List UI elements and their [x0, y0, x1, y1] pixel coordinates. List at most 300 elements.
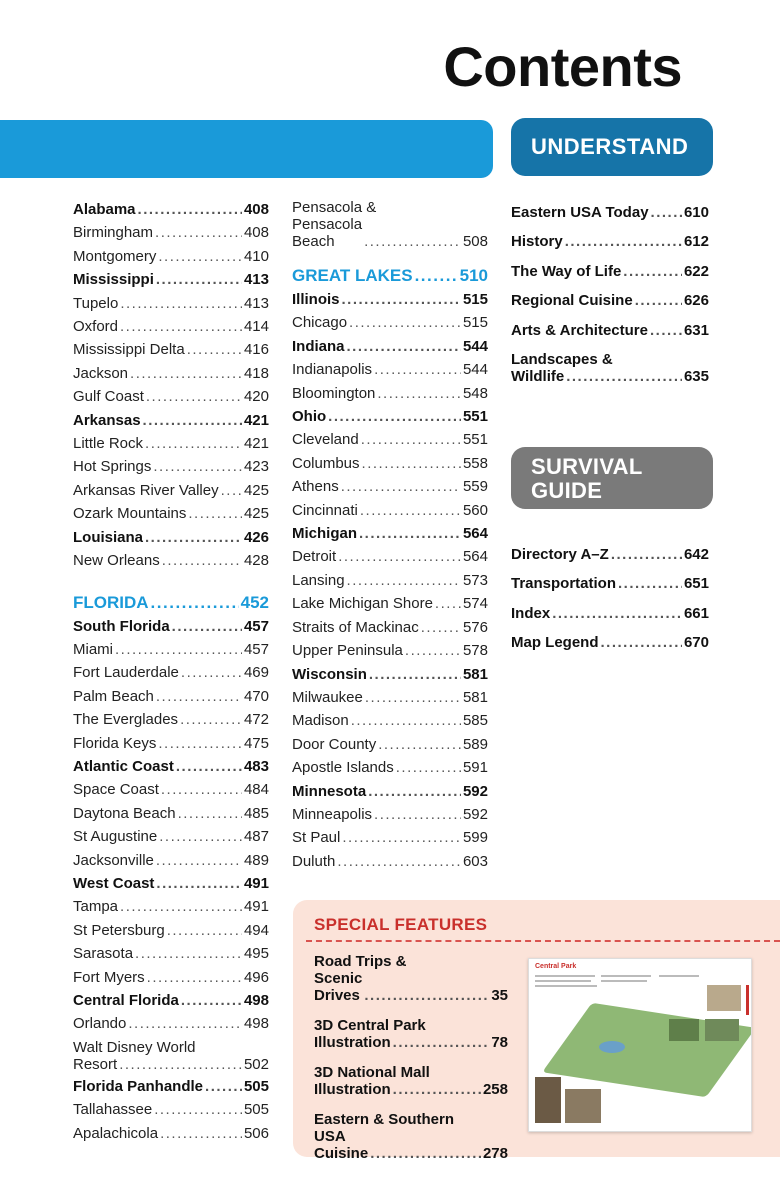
leader-dots — [362, 452, 461, 475]
toc-entry-montgomery[interactable] — [73, 245, 269, 268]
toc-entry-florida-panhandle[interactable] — [73, 1075, 269, 1098]
toc-entry-line-2 — [314, 1128, 508, 1162]
toc-entry-new-orleans[interactable] — [73, 549, 269, 572]
toc-entry-name: GREAT LAKES — [292, 266, 413, 285]
toc-entry-illinois[interactable] — [292, 288, 488, 311]
leader-dots — [650, 316, 682, 345]
toc-entry-madison[interactable] — [292, 709, 488, 732]
toc-entry-regional-cuisine[interactable] — [511, 286, 709, 315]
toc-entry-arkansas[interactable] — [73, 409, 269, 432]
toc-entry-mississippi[interactable] — [73, 268, 269, 291]
thumb-text-line — [601, 975, 651, 977]
toc-entry-name: Atlantic Coast — [73, 757, 174, 775]
survival-heading-line-1: SURVIVAL — [531, 454, 643, 479]
leader-dots — [369, 663, 461, 686]
leader-dots — [347, 335, 461, 358]
leader-dots — [158, 732, 242, 755]
header-color-bar — [0, 120, 493, 178]
toc-entry-daytona-beach[interactable] — [73, 802, 269, 825]
toc-page-number: 612 — [683, 233, 709, 251]
leader-dots — [120, 315, 242, 338]
toc-page-number: 475 — [243, 734, 269, 752]
toc-page-number: 483 — [243, 757, 269, 775]
toc-page-number: 560 — [462, 501, 488, 519]
toc-entry-fort-lauderdale[interactable] — [73, 661, 269, 684]
thumb-photo — [565, 1089, 601, 1123]
section-heading-florida[interactable] — [73, 591, 269, 615]
toc-page-number: 491 — [243, 874, 269, 892]
toc-page-number: 585 — [462, 712, 488, 730]
toc-page-number: 418 — [243, 364, 269, 382]
toc-entry-name: South Florida — [73, 617, 170, 635]
toc-entry-landscapes-wildlife[interactable] — [511, 351, 709, 385]
leader-dots — [128, 1012, 242, 1035]
toc-entry-name: Illinois — [292, 291, 340, 308]
toc-entry-gulf-coast[interactable] — [73, 385, 269, 408]
toc-entry-name: St Paul — [292, 829, 341, 847]
toc-page-number: 592 — [462, 782, 488, 800]
toc-entry-alabama[interactable] — [73, 198, 269, 221]
toc-entry-michigan[interactable] — [292, 522, 488, 545]
toc-entry-name: Upper Peninsula — [292, 642, 403, 660]
toc-entry-3d-central-park-illustration[interactable] — [314, 1017, 508, 1051]
toc-entry-name: Cincinnati — [292, 501, 358, 519]
leader-dots — [361, 428, 461, 451]
leader-dots — [188, 502, 242, 525]
leader-dots — [342, 288, 461, 311]
toc-entry-name: Fort Myers — [73, 968, 145, 986]
toc-entry-indianapolis[interactable] — [292, 358, 488, 381]
toc-entry-name: Chicago — [292, 314, 348, 332]
toc-page-number: 599 — [462, 829, 488, 847]
leader-dots — [167, 919, 242, 942]
leader-dots — [138, 198, 242, 221]
thumb-red-tab — [746, 985, 749, 1015]
leader-dots — [651, 198, 682, 227]
toc-page-number: 506 — [243, 1124, 269, 1142]
toc-entry-name: Mississippi Delta — [73, 341, 185, 359]
toc-entry-name: Tampa — [73, 898, 119, 916]
toc-entry-name: The Way of Life — [511, 262, 622, 280]
toc-page-number: 491 — [243, 898, 269, 916]
toc-entry-name: Hot Springs — [73, 458, 152, 476]
toc-page-number: 574 — [462, 595, 488, 613]
toc-entry-name: Fort Lauderdale — [73, 664, 179, 682]
toc-entry-oxford[interactable] — [73, 315, 269, 338]
toc-entry-name: Birmingham — [73, 224, 154, 242]
toc-entry-tupelo[interactable] — [73, 292, 269, 315]
leader-dots — [143, 409, 242, 432]
toc-page-number: 496 — [243, 968, 269, 986]
leader-dots — [341, 475, 461, 498]
toc-entry-tampa[interactable] — [73, 895, 269, 918]
thumb-text-line — [535, 980, 591, 982]
leader-dots — [158, 245, 242, 268]
leader-dots — [364, 233, 461, 250]
toc-entry-eastern-southern-usa-cuisine[interactable] — [314, 1111, 508, 1162]
toc-entry-apostle-islands[interactable] — [292, 756, 488, 779]
contents-column-1 — [73, 198, 269, 1145]
toc-entry-eastern-usa-today[interactable] — [511, 198, 709, 227]
thumb-photo — [535, 1077, 561, 1123]
toc-page-number: 515 — [462, 291, 488, 308]
understand-list — [511, 198, 709, 385]
toc-entry-duluth[interactable] — [292, 850, 488, 873]
leader-dots — [435, 592, 461, 615]
leader-dots — [130, 362, 242, 385]
toc-entry-upper-peninsula[interactable] — [292, 639, 488, 662]
toc-entry-the-way-of-life[interactable] — [511, 257, 709, 286]
leader-dots — [145, 526, 242, 549]
survival-guide-list — [511, 540, 709, 658]
toc-entry-name: Straits of Mackinac — [292, 618, 419, 636]
toc-entry-ohio[interactable] — [292, 405, 488, 428]
leader-dots — [377, 382, 461, 405]
toc-entry-name: Jackson — [73, 364, 129, 382]
toc-entry-athens[interactable] — [292, 475, 488, 498]
toc-entry-name: Gulf Coast — [73, 388, 144, 406]
toc-entry-st-petersburg[interactable] — [73, 919, 269, 942]
survival-guide-heading — [511, 447, 713, 509]
leader-dots — [147, 966, 242, 989]
toc-entry-name: Palm Beach — [73, 687, 154, 705]
thumb-text-line — [601, 980, 647, 982]
leader-dots — [156, 849, 242, 872]
leader-dots — [349, 311, 461, 334]
toc-entry-name: The Everglades — [73, 711, 179, 729]
toc-entry-arkansas-river-valley[interactable] — [73, 479, 269, 502]
toc-entry-florida-keys[interactable] — [73, 732, 269, 755]
toc-entry-mississippi-delta[interactable] — [73, 338, 269, 361]
toc-entry-space-coast[interactable] — [73, 778, 269, 801]
leader-dots — [154, 1098, 242, 1121]
leader-dots — [365, 686, 461, 709]
leader-dots — [623, 257, 682, 286]
toc-entry-name-continued: Scenic Drives — [314, 970, 363, 1004]
toc-entry-pensacola-pensacola-beach[interactable] — [292, 199, 488, 250]
special-features-divider — [306, 940, 780, 942]
toc-entry-name-continued: Resort — [73, 1055, 118, 1073]
toc-entry-indiana[interactable] — [292, 335, 488, 358]
toc-entry-name: Directory A–Z — [511, 546, 609, 563]
leader-dots — [145, 432, 242, 455]
toc-page-number: 498 — [243, 1015, 269, 1033]
toc-entry-name: Apalachicola — [73, 1124, 159, 1142]
toc-page-number: 510 — [459, 266, 488, 285]
toc-entry-directory-a-z[interactable] — [511, 540, 709, 569]
toc-entry-louisiana[interactable] — [73, 526, 269, 549]
page-title: Contents — [443, 35, 682, 98]
toc-entry-name: Lake Michigan Shore — [292, 595, 433, 613]
toc-page-number: 457 — [243, 640, 269, 658]
leader-dots — [635, 286, 682, 315]
toc-entry-name: Indianapolis — [292, 361, 373, 379]
toc-entry-name: Pensacola & — [292, 199, 377, 216]
leader-dots — [396, 756, 461, 779]
toc-entry-orlando[interactable] — [73, 1012, 269, 1035]
toc-entry-name: Ozark Mountains — [73, 505, 187, 523]
toc-entry-road-trips-scenic-drives[interactable] — [314, 953, 508, 1004]
toc-entry-jackson[interactable] — [73, 362, 269, 385]
toc-entry-milwaukee[interactable] — [292, 686, 488, 709]
toc-entry-name-continued: Pensacola Beach — [292, 216, 363, 250]
toc-entry-bloomington[interactable] — [292, 382, 488, 405]
toc-entry-index[interactable] — [511, 599, 709, 628]
toc-entry-line-2 — [314, 970, 508, 1004]
toc-page-number: 558 — [462, 454, 488, 472]
thumb-text-line — [659, 975, 699, 977]
toc-page-number: 502 — [243, 1055, 269, 1073]
toc-entry-st-paul[interactable] — [292, 826, 488, 849]
toc-page-number: 592 — [462, 805, 488, 823]
toc-page-number: 278 — [482, 1145, 508, 1162]
toc-entry-name: Arkansas River Valley — [73, 481, 219, 499]
leader-dots — [351, 709, 461, 732]
toc-entry-the-everglades[interactable] — [73, 708, 269, 731]
toc-entry-name: Ohio — [292, 408, 327, 426]
leader-dots — [120, 895, 242, 918]
toc-page-number: 428 — [243, 552, 269, 570]
toc-entry-name: Eastern & Southern — [314, 1111, 455, 1128]
toc-entry-apalachicola[interactable] — [73, 1122, 269, 1145]
thumb-photo — [707, 985, 741, 1011]
leader-dots — [151, 591, 239, 615]
thumbnail-title: Central Park — [535, 963, 577, 970]
toc-page-number: 551 — [462, 431, 488, 449]
toc-page-number: 635 — [683, 368, 709, 386]
toc-entry-arts-architecture[interactable] — [511, 316, 709, 345]
toc-entry-atlantic-coast[interactable] — [73, 755, 269, 778]
special-features-title: SPECIAL FEATURES — [314, 915, 488, 934]
toc-page-number: 578 — [462, 642, 488, 660]
toc-entry-straits-of-mackinac[interactable] — [292, 616, 488, 639]
toc-entry-name: Little Rock — [73, 435, 144, 453]
park-illustration — [542, 1003, 752, 1097]
toc-page-number: 495 — [243, 945, 269, 963]
toc-page-number: 470 — [243, 687, 269, 705]
toc-entry-name: Madison — [292, 712, 349, 730]
toc-entry-name: Regional Cuisine — [511, 292, 633, 310]
toc-page-number: 544 — [462, 361, 488, 379]
toc-entry-sarasota[interactable] — [73, 942, 269, 965]
toc-entry-history[interactable] — [511, 227, 709, 256]
toc-entry-door-county[interactable] — [292, 733, 488, 756]
toc-entry-jacksonville[interactable] — [73, 849, 269, 872]
toc-entry-columbus[interactable] — [292, 452, 488, 475]
toc-entry-name: Orlando — [73, 1015, 127, 1033]
leader-dots — [187, 338, 242, 361]
leader-dots — [368, 780, 461, 803]
toc-entry-name: Miami — [73, 640, 113, 658]
toc-entry-cincinnati[interactable] — [292, 499, 488, 522]
toc-page-number: 564 — [462, 525, 488, 543]
toc-entry-line-2 — [314, 1081, 508, 1098]
leader-dots — [618, 569, 682, 598]
toc-page-number: 589 — [462, 735, 488, 753]
toc-entry-name: 3D Central Park — [314, 1017, 426, 1034]
toc-page-number: 544 — [462, 337, 488, 355]
leader-dots — [360, 499, 461, 522]
toc-entry-name: Montgomery — [73, 247, 157, 265]
leader-dots — [337, 850, 461, 873]
toc-entry-name: Florida Keys — [73, 734, 157, 752]
leader-dots — [342, 826, 461, 849]
toc-entry-name: Oxford — [73, 318, 119, 336]
toc-entry-name: St Augustine — [73, 828, 158, 846]
toc-page-number: 408 — [243, 201, 269, 218]
leader-dots — [181, 989, 242, 1012]
toc-entry-map-legend[interactable] — [511, 628, 709, 657]
toc-page-number: 581 — [462, 665, 488, 683]
leader-dots — [181, 661, 242, 684]
toc-entry-name: Michigan — [292, 525, 358, 543]
leader-dots — [159, 825, 242, 848]
leader-dots — [565, 227, 682, 256]
toc-entry-st-augustine[interactable] — [73, 825, 269, 848]
toc-entry-name: 3D National Mall — [314, 1064, 430, 1081]
toc-entry-name: Lansing — [292, 571, 345, 589]
toc-entry-name: Landscapes & — [511, 351, 613, 369]
toc-entry-detroit[interactable] — [292, 545, 488, 568]
leader-dots — [156, 872, 242, 895]
toc-entry-line-2 — [73, 1056, 269, 1073]
toc-entry-name: Minnesota — [292, 782, 367, 800]
toc-page-number: 469 — [243, 664, 269, 682]
toc-page-number: 591 — [462, 759, 488, 777]
toc-page-number: 564 — [462, 548, 488, 566]
toc-entry-fort-myers[interactable] — [73, 966, 269, 989]
toc-page-number: 559 — [462, 478, 488, 496]
leader-dots — [393, 1081, 481, 1098]
thumb-text-line — [535, 975, 595, 977]
toc-page-number: 651 — [683, 575, 709, 593]
toc-entry-name-continued: Illustration — [314, 1034, 391, 1051]
toc-entry-name: FLORIDA — [73, 592, 149, 612]
toc-entry-name-continued: Wildlife — [511, 368, 565, 386]
leader-dots — [405, 639, 461, 662]
toc-entry-minnesota[interactable] — [292, 780, 488, 803]
toc-page-number: 425 — [243, 481, 269, 499]
leader-dots — [180, 708, 242, 731]
toc-page-number: 603 — [462, 852, 488, 870]
toc-entry-name: Athens — [292, 478, 339, 496]
leader-dots — [393, 1034, 490, 1051]
toc-entry-3d-national-mall-illustration[interactable] — [314, 1064, 508, 1098]
leader-dots — [374, 358, 461, 381]
toc-page-number: 631 — [683, 321, 709, 339]
toc-entry-name: Transportation — [511, 575, 617, 593]
toc-entry-little-rock[interactable] — [73, 432, 269, 455]
toc-entry-name: Duluth — [292, 852, 336, 870]
toc-entry-south-florida[interactable] — [73, 615, 269, 638]
toc-page-number: 414 — [243, 318, 269, 336]
toc-entry-line-2 — [292, 216, 488, 250]
leader-dots — [119, 1056, 242, 1073]
toc-entry-name: Index — [511, 604, 551, 622]
toc-entry-miami[interactable] — [73, 638, 269, 661]
understand-heading: UNDERSTAND — [511, 118, 713, 176]
toc-entry-line-2 — [314, 1034, 508, 1051]
toc-page-number: 421 — [243, 411, 269, 429]
toc-page-number: 494 — [243, 921, 269, 939]
toc-entry-central-florida[interactable] — [73, 989, 269, 1012]
toc-page-number: 421 — [243, 435, 269, 453]
leader-dots — [146, 385, 242, 408]
toc-entry-walt-disney-world-resort[interactable] — [73, 1039, 269, 1073]
toc-page-number: 416 — [243, 341, 269, 359]
leader-dots — [115, 638, 242, 661]
toc-entry-transportation[interactable] — [511, 569, 709, 598]
toc-page-number: 408 — [243, 224, 269, 242]
leader-dots — [601, 628, 682, 657]
toc-entry-palm-beach[interactable] — [73, 685, 269, 708]
toc-page-number: 622 — [683, 262, 709, 280]
toc-entry-wisconsin[interactable] — [292, 663, 488, 686]
toc-entry-name: Jacksonville — [73, 851, 154, 869]
toc-entry-name: Cleveland — [292, 431, 359, 449]
toc-entry-name: History — [511, 233, 563, 251]
leader-dots — [552, 599, 682, 628]
toc-page-number: 423 — [243, 458, 269, 476]
toc-entry-chicago[interactable] — [292, 311, 488, 334]
leader-dots — [205, 1075, 242, 1098]
toc-entry-name: Arkansas — [73, 411, 141, 429]
toc-entry-name: Minneapolis — [292, 805, 373, 823]
thumb-photo — [669, 1019, 699, 1041]
toc-page-number: 661 — [683, 604, 709, 622]
leader-dots — [161, 778, 242, 801]
toc-page-number: 413 — [243, 294, 269, 312]
toc-page-number: 426 — [243, 528, 269, 546]
toc-page-number: 258 — [482, 1081, 508, 1098]
toc-entry-name: Daytona Beach — [73, 804, 176, 822]
toc-entry-name: Mississippi — [73, 271, 154, 289]
toc-entry-hot-springs[interactable] — [73, 455, 269, 478]
toc-page-number: 505 — [243, 1077, 269, 1095]
toc-entry-west-coast[interactable] — [73, 872, 269, 895]
toc-entry-birmingham[interactable] — [73, 221, 269, 244]
leader-dots — [338, 545, 461, 568]
leader-dots — [120, 292, 242, 315]
toc-entry-name: Door County — [292, 735, 377, 753]
toc-entry-minneapolis[interactable] — [292, 803, 488, 826]
leader-dots — [156, 685, 242, 708]
toc-entry-lake-michigan-shore[interactable] — [292, 592, 488, 615]
toc-entry-cleveland[interactable] — [292, 428, 488, 451]
toc-entry-name: Columbus — [292, 454, 360, 472]
toc-entry-name: Milwaukee — [292, 688, 363, 706]
leader-dots — [370, 1145, 481, 1162]
toc-page-number: 642 — [683, 546, 709, 563]
leader-dots — [421, 616, 461, 639]
leader-dots — [347, 569, 461, 592]
toc-entry-lansing[interactable] — [292, 569, 488, 592]
toc-entry-line-2 — [511, 368, 709, 385]
contents-column-2 — [292, 199, 488, 873]
toc-page-number: 472 — [243, 711, 269, 729]
leader-dots — [176, 755, 242, 778]
leader-dots — [359, 522, 461, 545]
toc-entry-tallahassee[interactable] — [73, 1098, 269, 1121]
toc-entry-name: Walt Disney World — [73, 1038, 196, 1056]
leader-dots — [374, 803, 461, 826]
toc-entry-name: Tallahassee — [73, 1101, 153, 1119]
section-heading-great-lakes[interactable] — [292, 264, 488, 288]
leader-dots — [135, 942, 242, 965]
toc-entry-name: Tupelo — [73, 294, 119, 312]
toc-entry-ozark-mountains[interactable] — [73, 502, 269, 525]
leader-dots — [364, 987, 489, 1004]
